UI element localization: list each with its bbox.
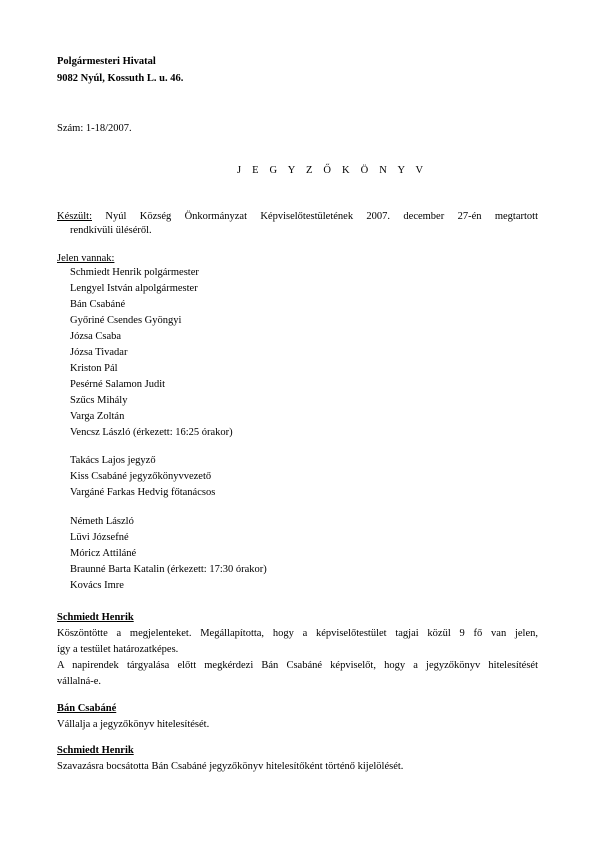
list-item: Móricz Attiláné <box>70 548 137 559</box>
list-item: Kiss Csabáné jegyzőkönyvvezető <box>70 471 212 482</box>
list-item: Braunné Barta Katalin (érkezett: 17:30 órakor) <box>70 564 267 575</box>
list-item: Bán Csabáné <box>70 299 126 310</box>
paragraph-line: Vállalja a jegyzőkönyv hitelesítését. <box>57 719 210 730</box>
list-item: Schmiedt Henrik polgármester <box>70 267 199 278</box>
office-address: 9082 Nyúl, Kossuth L. u. 46. <box>57 73 184 84</box>
paragraph-line: Köszöntötte a megjelenteket. Megállapította, hogy a képviselőtestület tagjai közül 9 fő van jelen, <box>57 628 538 639</box>
list-item: Józsa Csaba <box>70 331 122 342</box>
list-item: Vargáné Farkas Hedvig főtanácsos <box>70 487 216 498</box>
speaker-heading: Schmiedt Henrik <box>57 745 134 756</box>
keszult-text-continued: rendkívüli üléséről. <box>70 225 152 236</box>
paragraph-line: vállalná-e. <box>57 676 102 687</box>
list-item: Kovács Imre <box>70 580 124 591</box>
list-item: Lengyel István alpolgármester <box>70 283 198 294</box>
list-item: Győriné Csendes Gyöngyi <box>70 315 182 326</box>
paragraph-line: így a testület határozatképes. <box>57 644 179 655</box>
list-item: Németh László <box>70 516 134 527</box>
keszult-text: Nyúl Község Önkormányzat Képviselőtestületének 2007. december 27-én megtartott <box>105 211 539 222</box>
keszult-label: Készült: <box>57 211 92 222</box>
paragraph-line: A napirendek tárgyalása előtt megkérdezi Bán Csabáné képviselőt, hogy a jegyzőkönyv hitelesítését <box>57 660 538 671</box>
document-title: J E G Y Z Ő K Ö N Y V <box>237 165 428 176</box>
list-item: Kriston Pál <box>70 363 118 374</box>
list-item: Vencsz László (érkezett: 16:25 órakor) <box>70 427 233 438</box>
list-item: Varga Zoltán <box>70 411 125 422</box>
office-name: Polgármesteri Hivatal <box>57 56 156 67</box>
speaker-heading: Schmiedt Henrik <box>57 612 134 623</box>
list-item: Takács Lajos jegyző <box>70 455 156 466</box>
paragraph-line: Szavazásra bocsátotta Bán Csabáné jegyzőkönyv hitelesítőként történő kijelölését. <box>57 761 404 772</box>
present-label: Jelen vannak: <box>57 253 115 264</box>
list-item: Lüvi Józsefné <box>70 532 129 543</box>
list-item: Józsa Tivadar <box>70 347 128 358</box>
speaker-heading: Bán Csabáné <box>57 703 117 714</box>
list-item: Szűcs Mihály <box>70 395 128 406</box>
keszult-line <box>57 211 538 222</box>
list-item: Pesérné Salamon Judit <box>70 379 166 390</box>
document-number: Szám: 1-18/2007. <box>57 123 132 134</box>
